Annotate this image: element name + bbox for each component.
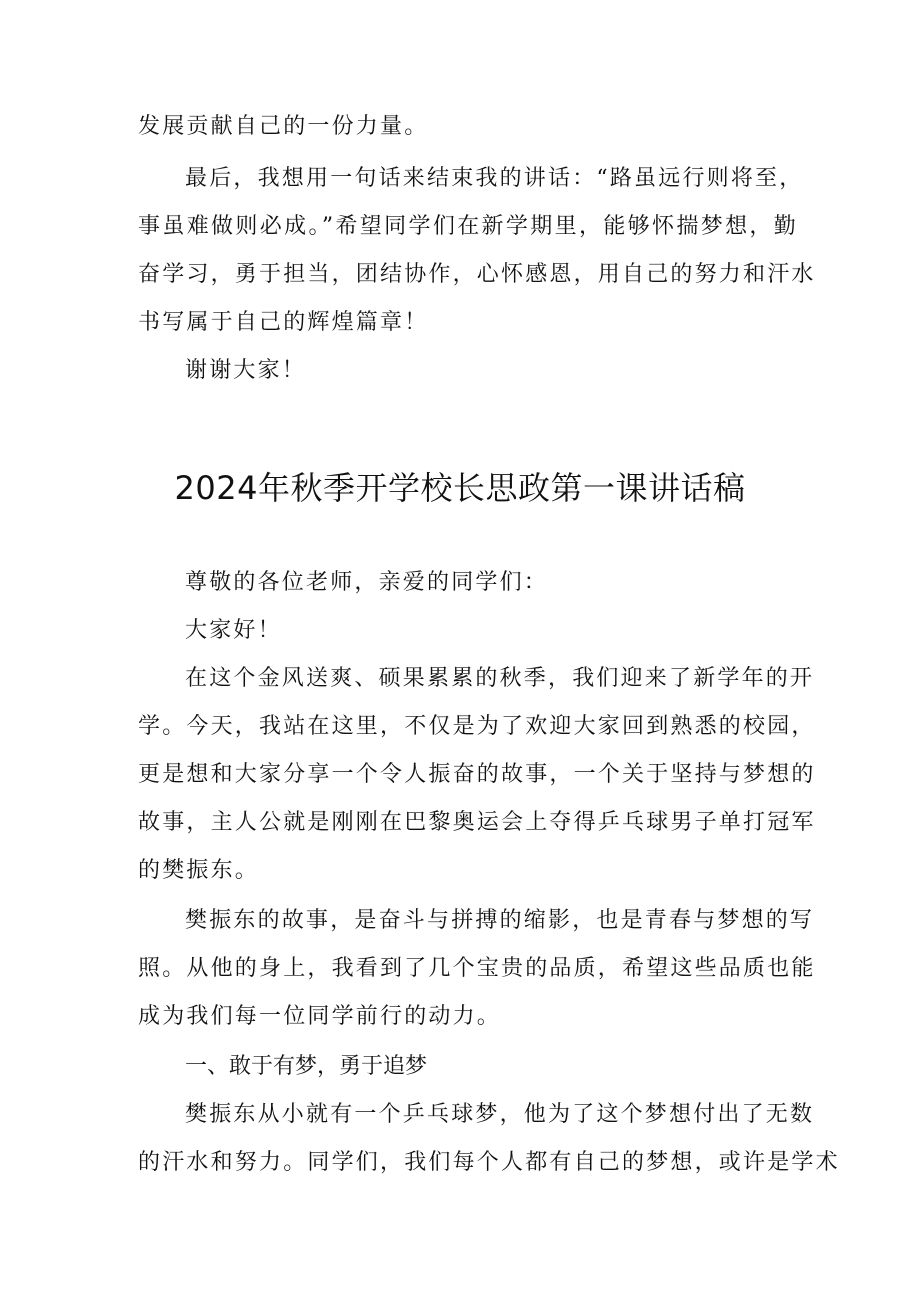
section-heading: 一、敢于有梦，勇于追梦: [185, 1054, 428, 1079]
text-line: 成为我们每一位同学前行的动力。: [138, 1004, 502, 1029]
text-line: 照。从他的身上，我看到了几个宝贵的品质，希望这些品质也能: [138, 956, 816, 981]
text-line: 更是想和大家分享一个令人振奋的故事，一个关于坚持与梦想的: [138, 762, 816, 787]
greeting: 大家好！: [185, 618, 282, 643]
text-line: 的樊振东。: [138, 858, 260, 883]
text-line: 书写属于自己的辉煌篇章！: [138, 310, 429, 335]
text-line: 学。今天，我站在这里，不仅是为了欢迎大家回到熟悉的校园，: [138, 714, 816, 739]
text-line: 发展贡献自己的一份力量。: [138, 114, 429, 139]
text-line: 樊振东从小就有一个乒乓球梦，他为了这个梦想付出了无数: [185, 1102, 815, 1127]
text-line: 事虽难做则必成。”希望同学们在新学期里，能够怀揣梦想，勤: [138, 214, 798, 239]
text-line: 故事，主人公就是刚刚在巴黎奥运会上夺得乒乓球男子单打冠军: [138, 810, 816, 835]
document-title: 2024年秋季开学校长思政第一课讲话稿: [174, 469, 746, 507]
text-line: 谢谢大家！: [185, 358, 307, 383]
text-line: 的汗水和努力。同学们，我们每个人都有自己的梦想，或许是学术: [138, 1150, 840, 1175]
text-line: 在这个金风送爽、硕果累累的秋季，我们迎来了新学年的开: [185, 666, 815, 691]
text-line: 最后，我想用一句话来结束我的讲话：“路虽远行则将至，: [185, 166, 804, 191]
text-line: 樊振东的故事，是奋斗与拼搏的缩影，也是青春与梦想的写: [185, 908, 815, 933]
salutation: 尊敬的各位老师，亲爱的同学们：: [185, 570, 549, 595]
text-line: 奋学习，勇于担当，团结协作，心怀感恩，用自己的努力和汗水: [138, 262, 816, 287]
